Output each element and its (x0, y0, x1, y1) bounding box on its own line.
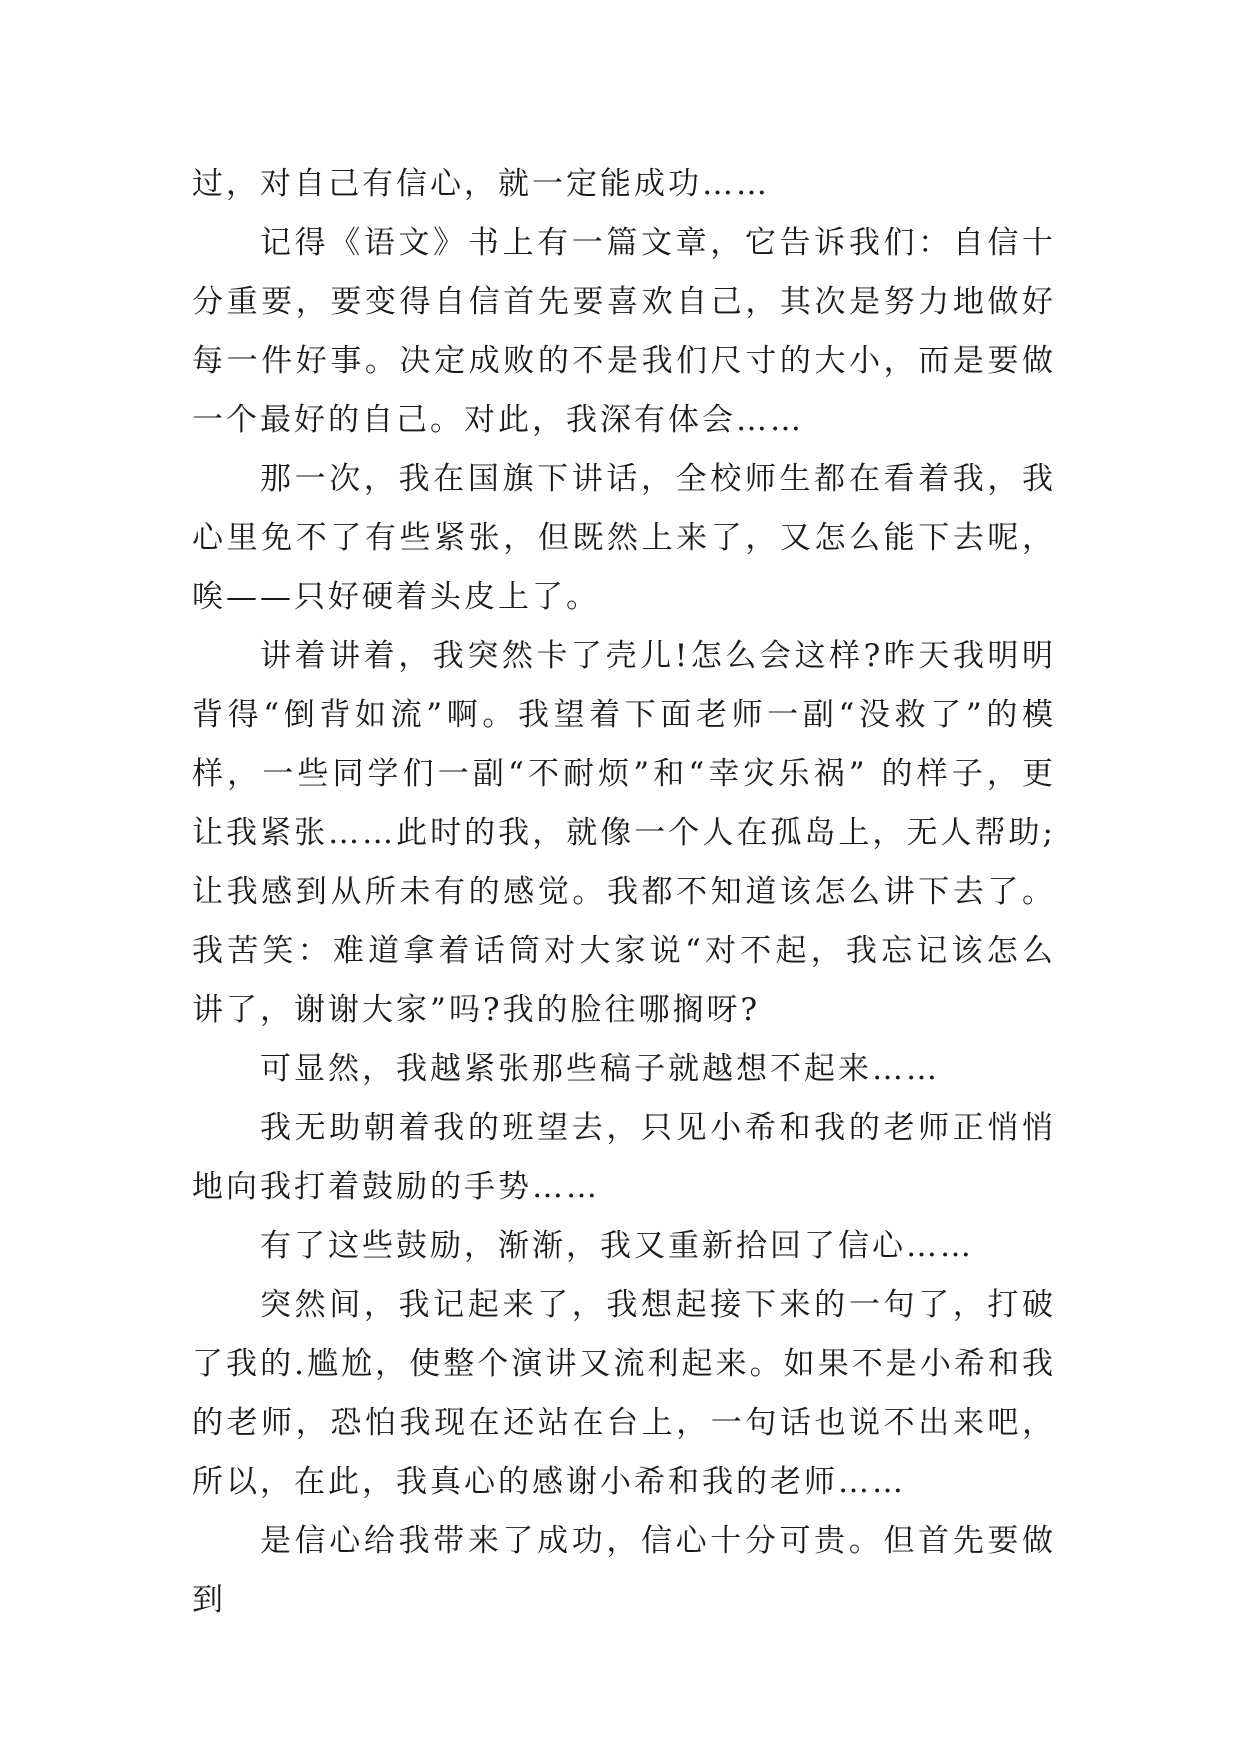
body-text (192, 155, 1056, 1630)
paragraph-1: 过，对自己有信心，就一定能成功…… (192, 166, 770, 202)
paragraph-7: 有了这些鼓励，渐渐，我又重新拾回了信心…… (260, 1228, 974, 1264)
paragraph-3: 那一次，我在国旗下讲话，全校师生都在看着我，我心里免不了有些紧张，但既然上来了，又怎么能下去呢，唉——只好硬着头皮上了。 (192, 461, 1056, 615)
paragraph-4: 讲着讲着，我突然卡了壳儿!怎么会这样?昨天我明明背得“倒背如流”啊。我望着下面老师一副“没救了”的模样，一些同学们一副“不耐烦”和“幸灾乐祸” 的样子，更让我紧张……此时的我，就像一个人在孤岛上，无人帮助;让我感到从所未有的感觉。我都不知道该怎么讲下去了。我苦笑：难道拿着话筒对大家说“对不起，我忘记该怎么讲了，谢谢大家”吗?我的脸往哪搁呀? (192, 638, 1056, 1028)
paragraph-5: 可显然，我越紧张那些稿子就越想不起来…… (260, 1051, 940, 1087)
paragraph-9: 是信心给我带来了成功，信心十分可贵。但首先要做到 (192, 1523, 1056, 1618)
paragraph-6: 我无助朝着我的班望去，只见小希和我的老师正悄悄地向我打着鼓励的手势…… (192, 1110, 1056, 1205)
paragraph-8: 突然间，我记起来了，我想起接下来的一句了，打破了我的.尴尬，使整个演讲又流利起来。如果不是小希和我的老师，恐怕我现在还站在台上，一句话也说不出来吧，所以，在此，我真心的感谢小希和我的老师…… (192, 1287, 1056, 1500)
paragraph-2: 记得《语文》书上有一篇文章，它告诉我们：自信十分重要，要变得自信首先要喜欢自己，其次是努力地做好每一件好事。决定成败的不是我们尺寸的大小，而是要做一个最好的自己。对此，我深有体会…… (192, 225, 1056, 438)
